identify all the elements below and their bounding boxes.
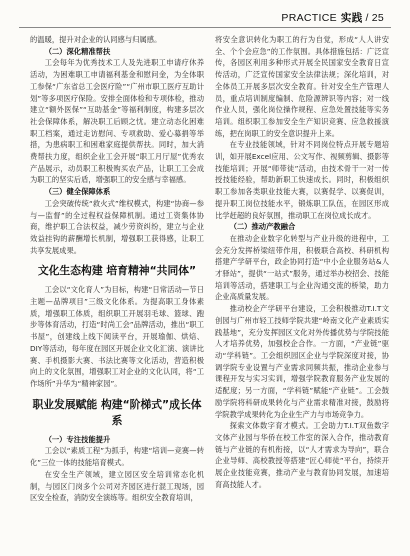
section-label-en: PRACTICE xyxy=(281,12,337,24)
running-header xyxy=(281,10,384,25)
right-column xyxy=(215,34,389,490)
subheading: （二）推动产教融合 xyxy=(229,222,296,232)
paragraph: 将安全意识转化为职工的行为自觉，形成“人人讲安全、个个会应急”的工作氛围。具体措施包括：广泛宣传，各园区利用多种形式开展全民国家安全教育日宣传活动，广泛宣传国家安全法律法规；深化培训，对全体员工开展多层次安全教育。针对安全生产管理人员，重点培训制度编制、危险源辨识等内容；对一线作业人员，强化岗位操作规程、应急处置技能等实务培训。组织职工参加安全生产知识竞赛、应急救援演练，把在岗职工的安全意识提升上来。 xyxy=(215,35,389,138)
left-column xyxy=(30,34,204,504)
paragraph: 在专业技能领域，针对不同岗位特点开展专题培训，如开展Excel应用、公文写作、视频剪辑、摄影等技能培训；开展“师带徒”活动，由技术骨干一对一传授技能经验，帮助新职工快速成长。同时，积极组织职工参加各类职业技能大赛，以赛促学、以赛促训，提升职工岗位技能水平，锻炼职工队伍，在园区形成比学赶超的良好氛围，推动职工在岗位成长成才。 xyxy=(215,140,389,220)
page-header xyxy=(0,0,410,28)
paragraph: 工会每年为优秀技术工人及先进职工申请疗休养活动，为困难职工申请福利基金和慰问金，为全体职工参保“广东省总工会医疗险”“广州市职工医疗互助计划”等多项医疗保险。安排全面体检和专项体检，推动建立“额外医保”“互助基金”等福利制度，构建多层次社会保障体系，解决职工后顾之忧。建立动态化困难职工档案，通过走访慰问、专项救助、爱心募捐等举措，为患病职工和困难家庭提供帮扶。同时，加大消费帮扶力度，组织企业工会开展“职工月厅屋”优秀农产品展示，动员职工积极购买农产品，让职工工会成为职工的坚实后盾，增强职工的安全感与幸福感。 xyxy=(30,58,204,185)
page-number: 25 xyxy=(371,12,384,24)
section-title: 文化生态构建 培育精神“共同体” xyxy=(37,264,197,278)
section-label-zh: 实践 xyxy=(340,12,363,24)
section-title: 职业发展赋能 构建“阶梯式”成长体系 xyxy=(32,397,202,427)
paragraph: 工会突破传统“救火式”维权模式，构建“协商—参与—监督”的全过程权益保障机制。通过工资集体协商，维护职工合法权益，减少劳资纠纷，建立与企业效益挂钩的薪酬增长机制，增强职工获得感，让职工共享发展成果。 xyxy=(30,198,204,255)
header-separator: / xyxy=(365,12,369,24)
paragraph: 工会以“文化育人”为目标，构建“日常活动—节日主题—品牌项目”三级文化体系。为提高职工身体素质，增强职工体质，组织职工开展羽毛球、篮球、跑步等体育活动，打造“时尚工会”品牌活动，推出“职工书屋”，创建线上线下阅读平台，开展瑜伽、烘焙、DIY等活动，每年度在园区开展企业文化汇演、演讲比赛、手机摄影大赛、书法比赛等文化活动，营造积极向上的文化氛围，增强职工对企业的文化认同，将“工作场所”升华为“精神家园”。 xyxy=(30,285,204,388)
paragraph: 探索文体数字育才模式。工会助力T.I.T双鱼数字文体产业园与华侨在校工作室的深入合作，推动教育链与产业链的有机衔接，以“人才需求为导向”，联合企业导师、高校教授等搭建“匠心师徒”平台，持续开展企业技能竞赛，推动产业与教育协同发展，加速培育高技能人才。 xyxy=(215,421,389,489)
subheading: （一）专注技能提升 xyxy=(44,434,111,444)
paragraph: 在推动企业数字化转型与产业升级的进程中，工会充分发挥桥梁纽带作用，积极联合高校、科研机构搭建产学研平台，政企协同打造“中小企业服务站&人才驿站”，提供“一站式”服务，通过举办校招会、技能培训等活动，搭建职工与企业沟通交流的桥梁，助力企业高质量发展。 xyxy=(215,233,389,302)
paragraph: 工会以“素质工程”为抓手，构建“培训—竞赛—转化”三位一体的技能培育模式。 xyxy=(30,446,204,468)
paragraph: 推动校企产学研平台建设，工会积极推动T.I.T文创园与广州市轻工技师学院共建“岭南文化产业素质实践基地”，充分发挥园区文化对外传播优势与学院技能人才培养优势，加强校企合作。一方面，“产业链”驱动“学科链”。工会组织园区企业与学院深度对接，协调学院专业设置与产业需求同频共振，推动企业参与课程开发与实习实训，增强学院教育服务产业发展的适配度；另一方面，“学科链”赋能“产业链”。工会鼓励学院将科研成果转化与产业需求精准对接，鼓励将学院教学成果转化为企业生产力与市场竞争力。 xyxy=(215,304,389,419)
subheading: （二）深化精准帮扶 xyxy=(44,46,111,56)
paragraph: 在安全生产领域，建立园区安全培训常态化机制，与园区门岗多个公司对齐园区进行混工现场，园区安全检查，消防安全演练等。组织安全教育培训， xyxy=(30,469,204,503)
header-rule xyxy=(19,27,391,28)
paragraph: 的温暖，提升对企业的认同感与归属感。 xyxy=(30,35,162,44)
subheading: （三）健全保障体系 xyxy=(44,187,111,197)
